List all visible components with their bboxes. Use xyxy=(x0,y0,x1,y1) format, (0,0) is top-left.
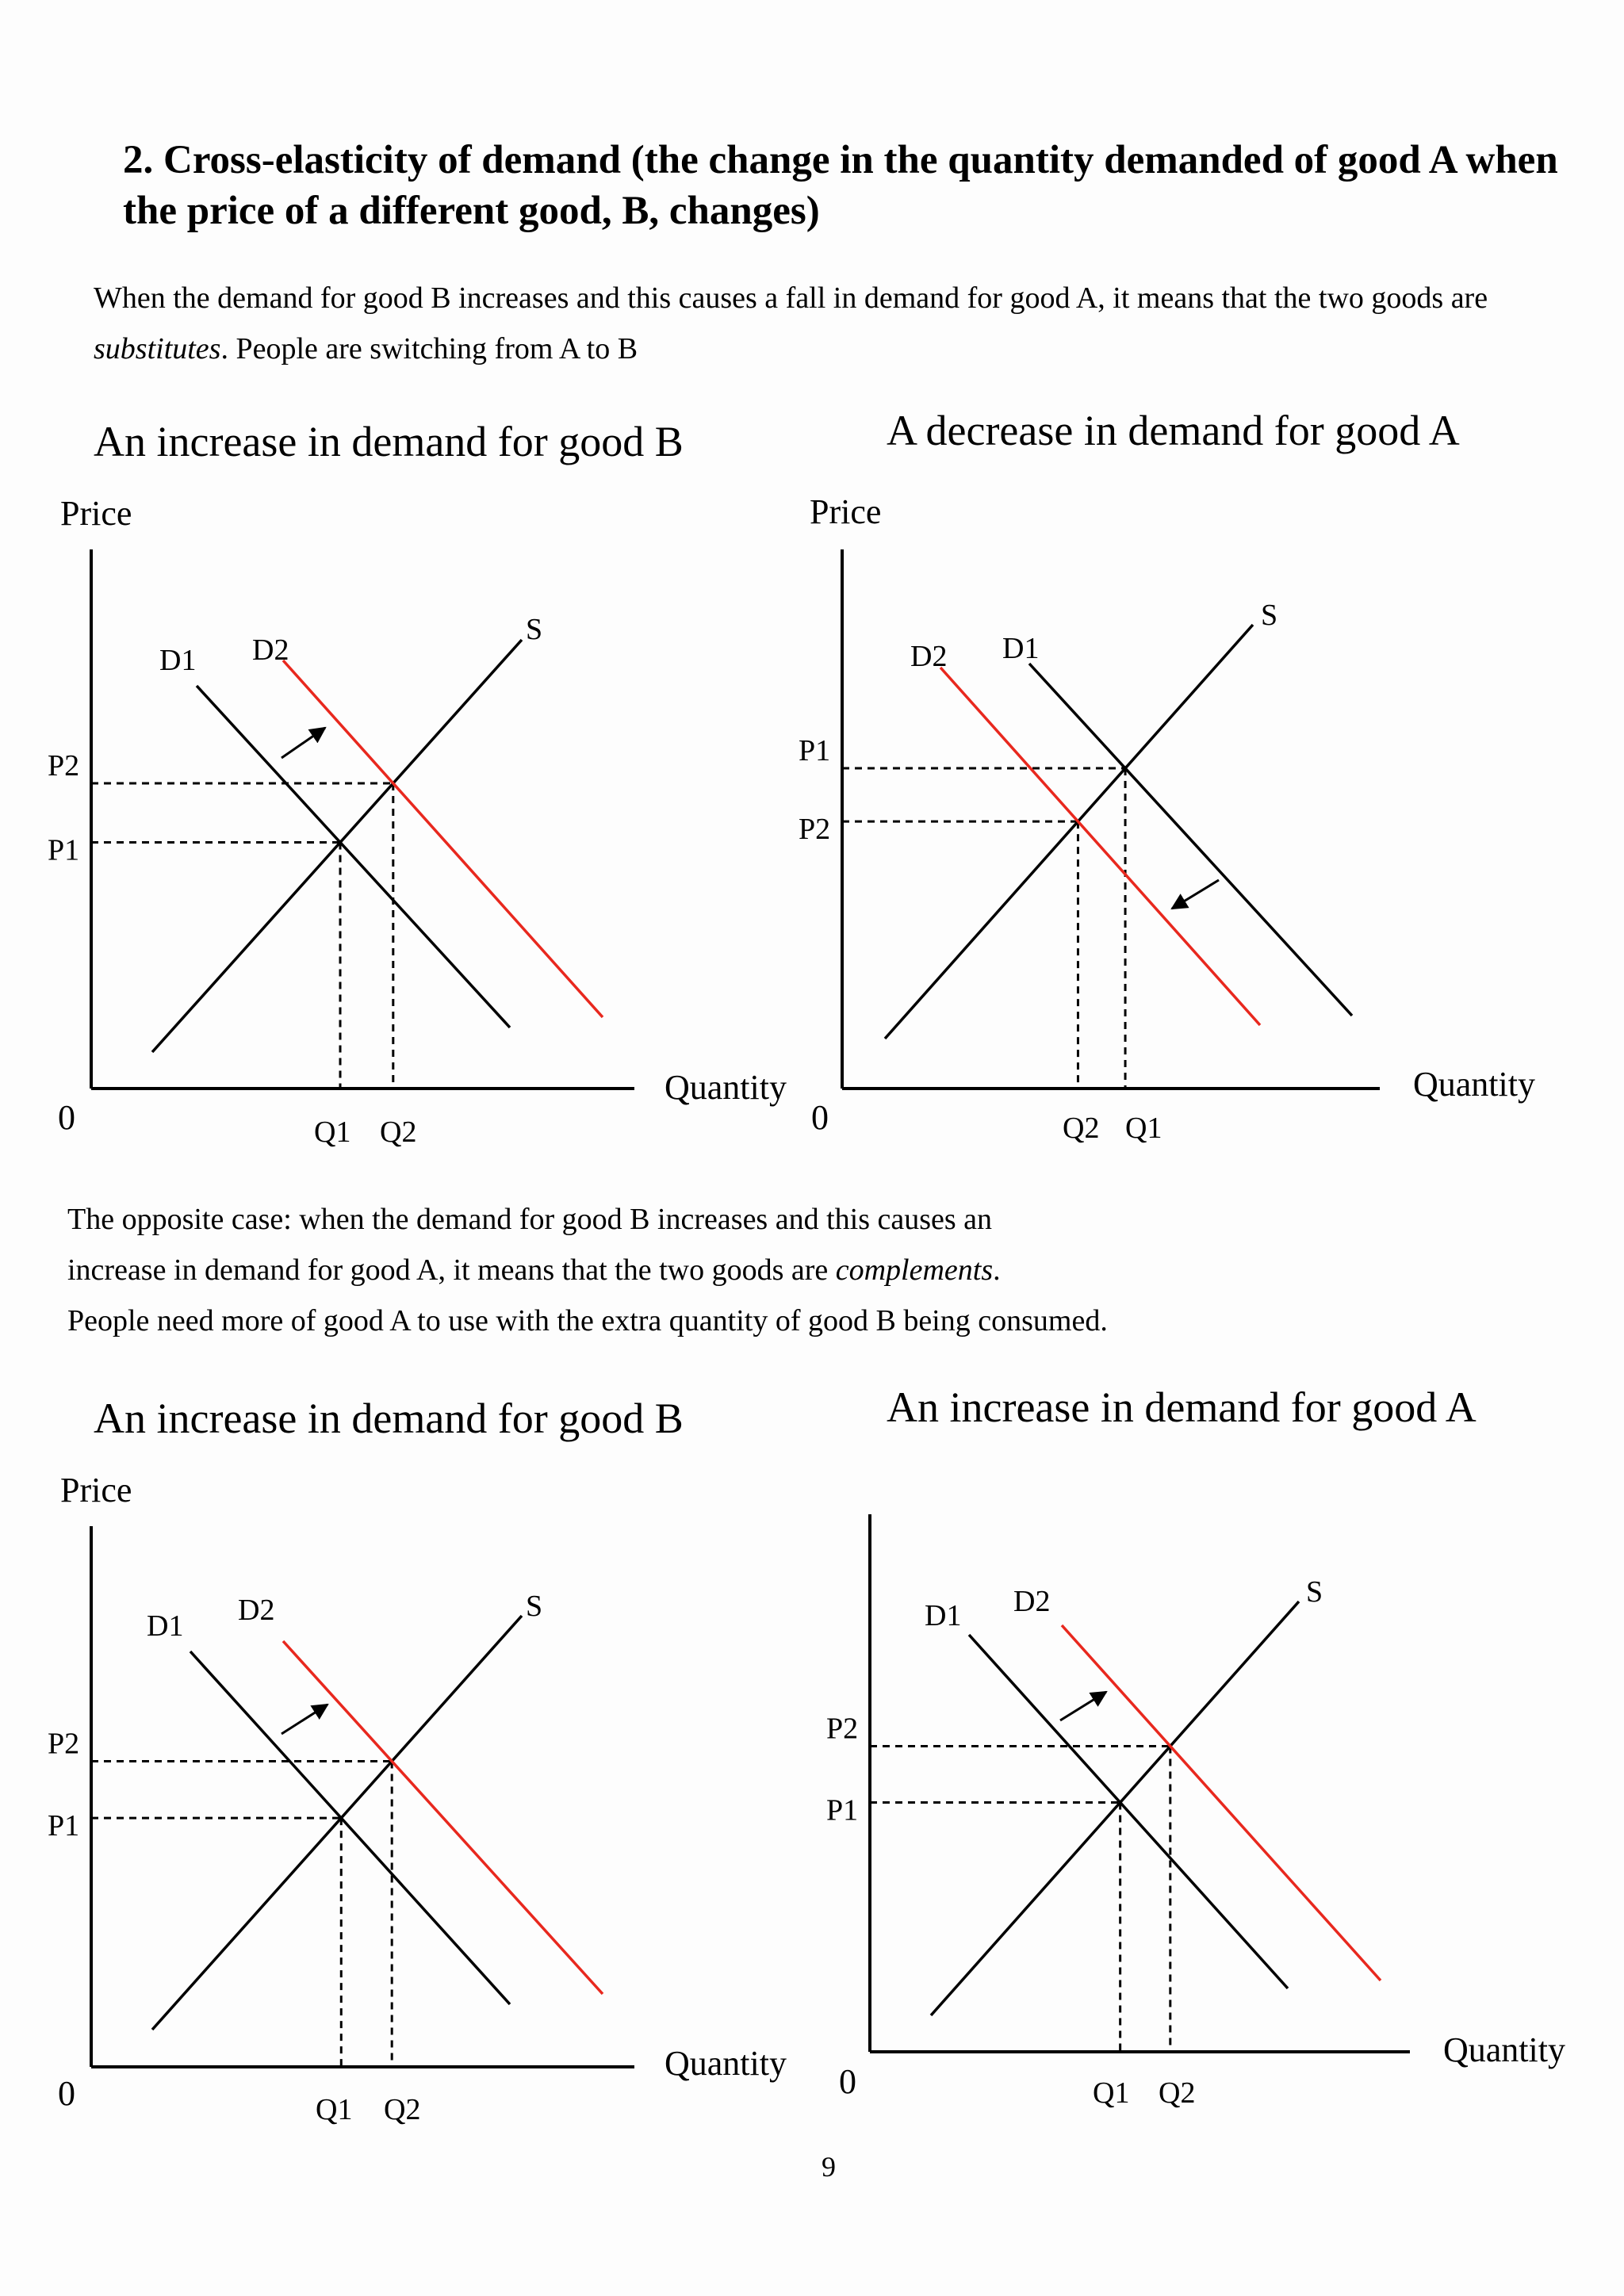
page-number: 9 xyxy=(822,2151,836,2183)
diagram-3 xyxy=(48,1526,787,2126)
diagram-1-quantity-left-label: Q1 xyxy=(314,1115,351,1149)
diagram-1-d2-label: D2 xyxy=(252,633,289,667)
diagram-4-supply-curve xyxy=(931,1601,1299,2015)
diagram-2-quantity-right-label: Q1 xyxy=(1125,1112,1162,1145)
intro-text-1: When the demand for good B increases and this causes a fall in demand for good A, it means that the two goods are xyxy=(94,281,1488,315)
diagram-2-d1-label: D1 xyxy=(1002,632,1040,665)
diagram-1-d1-label: D1 xyxy=(159,644,197,677)
section-heading: 2. Cross-elasticity of demand (the change in the quantity demanded of good A when the price of a different good, B, changes) xyxy=(123,138,1558,233)
diagram-1-quantity-axis-label: Quantity xyxy=(665,1068,787,1107)
diagram-2-quantity-left-label: Q2 xyxy=(1063,1112,1100,1145)
diagram-3-price-label: Price xyxy=(60,1471,132,1510)
diagram-4-shift-arrow xyxy=(1060,1692,1106,1720)
diagram-1-price-label: Price xyxy=(60,494,132,533)
diagram-4-supply-label: S xyxy=(1306,1575,1323,1609)
diagram-2-supply-curve xyxy=(885,625,1253,1039)
diagram-3-supply-curve xyxy=(152,1616,522,2030)
diagram-4-price-top-label: P2 xyxy=(826,1712,859,1746)
middle-line-1: The opposite case: when the demand for good B increases and this causes an xyxy=(67,1203,993,1236)
diagram-4-quantity-right-label: Q2 xyxy=(1159,2076,1196,2110)
diagram-3-d2-label: D2 xyxy=(238,1594,275,1627)
diagram-2-price-top-label: P1 xyxy=(799,734,831,768)
diagram-1-demand-curve-d2 xyxy=(283,660,603,1017)
diagram-4-quantity-axis-label: Quantity xyxy=(1443,2030,1565,2069)
diagram-3-shift-arrow xyxy=(282,1705,327,1734)
diagram-4-title: An increase in demand for good A xyxy=(887,1383,1477,1431)
diagram-3-price-top-label: P2 xyxy=(48,1727,80,1761)
diagram-4-demand-curve-d2 xyxy=(1062,1625,1381,1980)
diagram-2-title: A decrease in demand for good A xyxy=(887,407,1460,454)
diagram-1-origin-label: 0 xyxy=(58,1098,75,1137)
intro-emphasis: substitutes xyxy=(94,332,221,365)
diagram-4-price-bottom-label: P1 xyxy=(826,1793,859,1827)
diagram-3-quantity-right-label: Q2 xyxy=(384,2093,421,2126)
diagram-3-origin-label: 0 xyxy=(58,2074,75,2113)
diagram-3-price-bottom-label: P1 xyxy=(48,1809,80,1843)
middle-line-2-end: . xyxy=(993,1253,1001,1287)
diagram-2-quantity-axis-label: Quantity xyxy=(1413,1065,1535,1104)
diagram-2-price-label: Price xyxy=(810,492,882,531)
diagram-1-supply-label: S xyxy=(526,613,543,646)
diagram-2-demand-curve-d2 xyxy=(940,668,1260,1025)
diagram-4-d2-label: D2 xyxy=(1013,1585,1051,1618)
diagram-4-quantity-left-label: Q1 xyxy=(1093,2076,1130,2110)
diagram-1-price-top-label: P2 xyxy=(48,748,80,783)
diagram-2 xyxy=(799,549,1535,1145)
diagram-3-supply-label: S xyxy=(526,1590,543,1623)
diagram-4-origin-label: 0 xyxy=(839,2062,856,2101)
diagram-1-supply-curve xyxy=(152,640,522,1052)
diagram-2-supply-label: S xyxy=(1261,599,1278,632)
diagram-3-quantity-axis-label: Quantity xyxy=(665,2044,787,2083)
diagram-4-d1-label: D1 xyxy=(925,1599,962,1632)
diagram-2-shift-arrow xyxy=(1172,880,1219,909)
diagram-1-quantity-right-label: Q2 xyxy=(380,1115,417,1149)
middle-line-2-text: increase in demand for good A, it means that the two goods are xyxy=(67,1253,836,1287)
middle-emphasis: complements xyxy=(835,1253,994,1287)
diagram-3-d1-label: D1 xyxy=(147,1609,184,1643)
middle-line-3: People need more of good A to use with the extra quantity of good B being consumed. xyxy=(67,1304,1108,1337)
diagram-3-demand-curve-d1 xyxy=(190,1651,510,2004)
diagram-1 xyxy=(48,549,787,1149)
diagram-3-title: An increase in demand for good B xyxy=(94,1395,684,1442)
diagram-3-quantity-left-label: Q1 xyxy=(316,2093,353,2126)
diagram-2-d2-label: D2 xyxy=(910,640,948,673)
diagram-3-demand-curve-d2 xyxy=(283,1641,603,1994)
diagram-4 xyxy=(826,1514,1565,2110)
diagram-2-origin-label: 0 xyxy=(811,1098,829,1137)
diagram-4-demand-curve-d1 xyxy=(969,1635,1288,1988)
intro-text-2: . People are switching from A to B xyxy=(220,332,638,365)
diagram-2-price-bottom-label: P2 xyxy=(799,813,831,847)
diagram-1-title: An increase in demand for good B xyxy=(94,418,684,465)
diagram-1-shift-arrow xyxy=(282,728,325,758)
diagram-1-price-bottom-label: P1 xyxy=(48,833,80,867)
